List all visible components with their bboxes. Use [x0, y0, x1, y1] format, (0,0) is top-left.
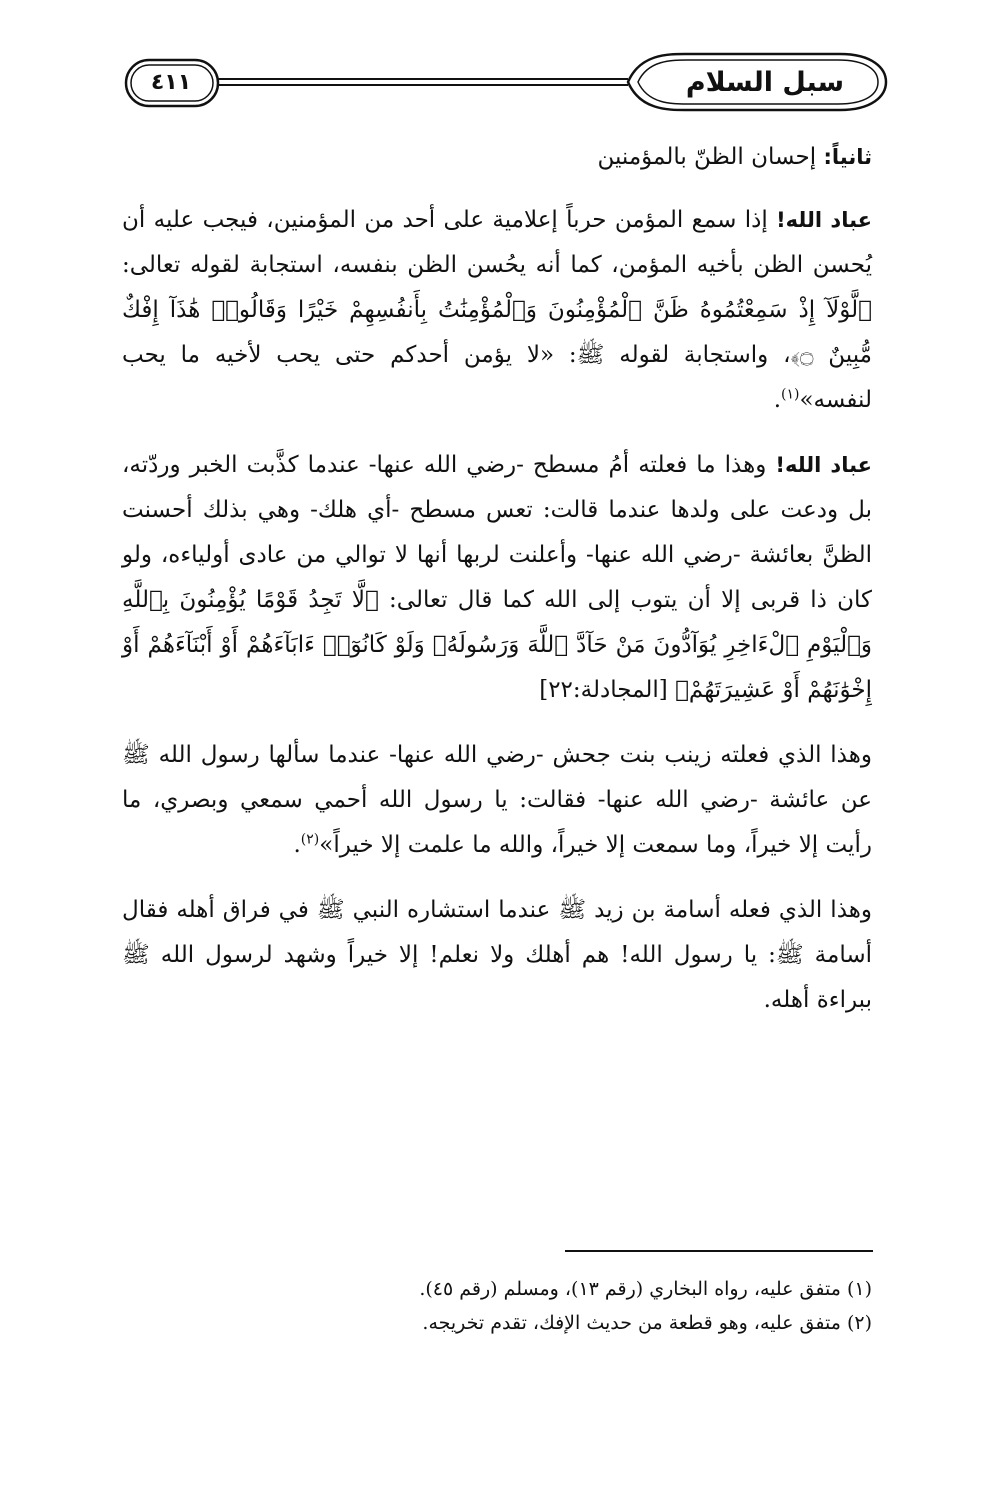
- paragraph-2: [122, 443, 872, 713]
- book-title: سبل السلام: [685, 66, 845, 98]
- paragraph-lead: عباد الله!: [776, 208, 873, 232]
- main-content: [122, 135, 872, 1043]
- section-label: ثانياً:: [823, 145, 872, 169]
- paragraph-4: [122, 888, 872, 1023]
- footnote-1: (١) متفق عليه، رواه البخاري (رقم ١٣)، ومسلم (رقم ٤٥).: [419, 1278, 872, 1300]
- paragraph-1: [122, 198, 872, 423]
- page-number: ٤١١: [150, 69, 192, 95]
- footnote-divider: [565, 1250, 873, 1252]
- section-title: إحسان الظنّ بالمؤمنين: [597, 144, 824, 170]
- paragraph-lead: عباد الله!: [775, 453, 872, 477]
- paragraph-text: وهذا ما فعلته أمُ مسطح -رضي الله عنها- عندما كذَّبت الخبر وردّته، بل ودعت على ولدها عندما قالت: تعس مسطح -أي هلك- وهي بذلك أحسنت الظنَّ بعائشة -رضي الله عنها- وأعلنت لربها أنها لا توالي من عادى أولياءه، ولو كان ذا قربى إلا أن يتوب إلى الله كما قال تعالى: ﴿لَّا تَجِدُ قَوْمًا يُؤْمِنُونَ بِٱللَّهِ وَٱلْيَوْمِ ٱلْءَاخِرِ يُوَآدُّونَ مَنْ حَآدَّ ٱللَّهَ وَرَسُولَهُۥ وَلَوْ كَانُوٓا۟ ءَابَآءَهُمْ أَوْ أَبْنَآءَهُمْ أَوْ إِخْوَٰنَهُمْ أَوْ عَشِيرَتَهُمْ﴾ [المجادلة:٢٢]: [122, 452, 872, 703]
- section-heading: [122, 135, 872, 180]
- footnote-ref-1[interactable]: (١): [781, 386, 800, 403]
- footnotes: [122, 1272, 872, 1340]
- paragraph-tail: .: [293, 832, 301, 858]
- paragraph-3: [122, 733, 872, 868]
- page-header: [120, 50, 890, 120]
- paragraph-text: وهذا الذي فعله أسامة بن زيد ﷺ عندما استشاره النبي ﷺ في فراق أهله فقال أسامة ﷺ: يا رسول الله! هم أهلك ولا نعلم! إلا خيراً وشهد لرسول الله ﷺ ببراءة أهله.: [122, 897, 872, 1013]
- paragraph-tail: .: [773, 387, 782, 413]
- paragraph-text: إذا سمع المؤمن حرباً إعلامية على أحد من المؤمنين، فيجب عليه أن يُحسن الظن بأخيه المؤمن، كما أنه يحُسن الظن بنفسه، استجابة لقوله تعالى: ﴿لَّوْلَآ إِذْ سَمِعْتُمُوهُ ظَنَّ ٱلْمُؤْمِنُونَ وَٱلْمُؤْمِنَٰتُ بِأَنفُسِهِمْ خَيْرًا وَقَالُوا۟ هَٰذَآ إِفْكٌ مُّبِينٌ ۝﴾، واستجابة لقوله ﷺ: «لا يؤمن أحدكم حتى يحب لأخيه ما يحب لنفسه»: [122, 207, 872, 413]
- footnote-2: (٢) متفق عليه، وهو قطعة من حديث الإفك، تقدم تخريجه.: [422, 1312, 872, 1334]
- paragraph-text: وهذا الذي فعلته زينب بنت جحش -رضي الله عنها- عندما سألها رسول الله ﷺ عن عائشة -رضي الله عنها- فقالت: يا رسول الله أحمي سمعي وبصري، ما رأيت إلا خيراً، وما سمعت إلا خيراً، والله ما علمت إلا خيراً»: [122, 742, 872, 858]
- footnote-ref-2[interactable]: (٢): [300, 831, 320, 848]
